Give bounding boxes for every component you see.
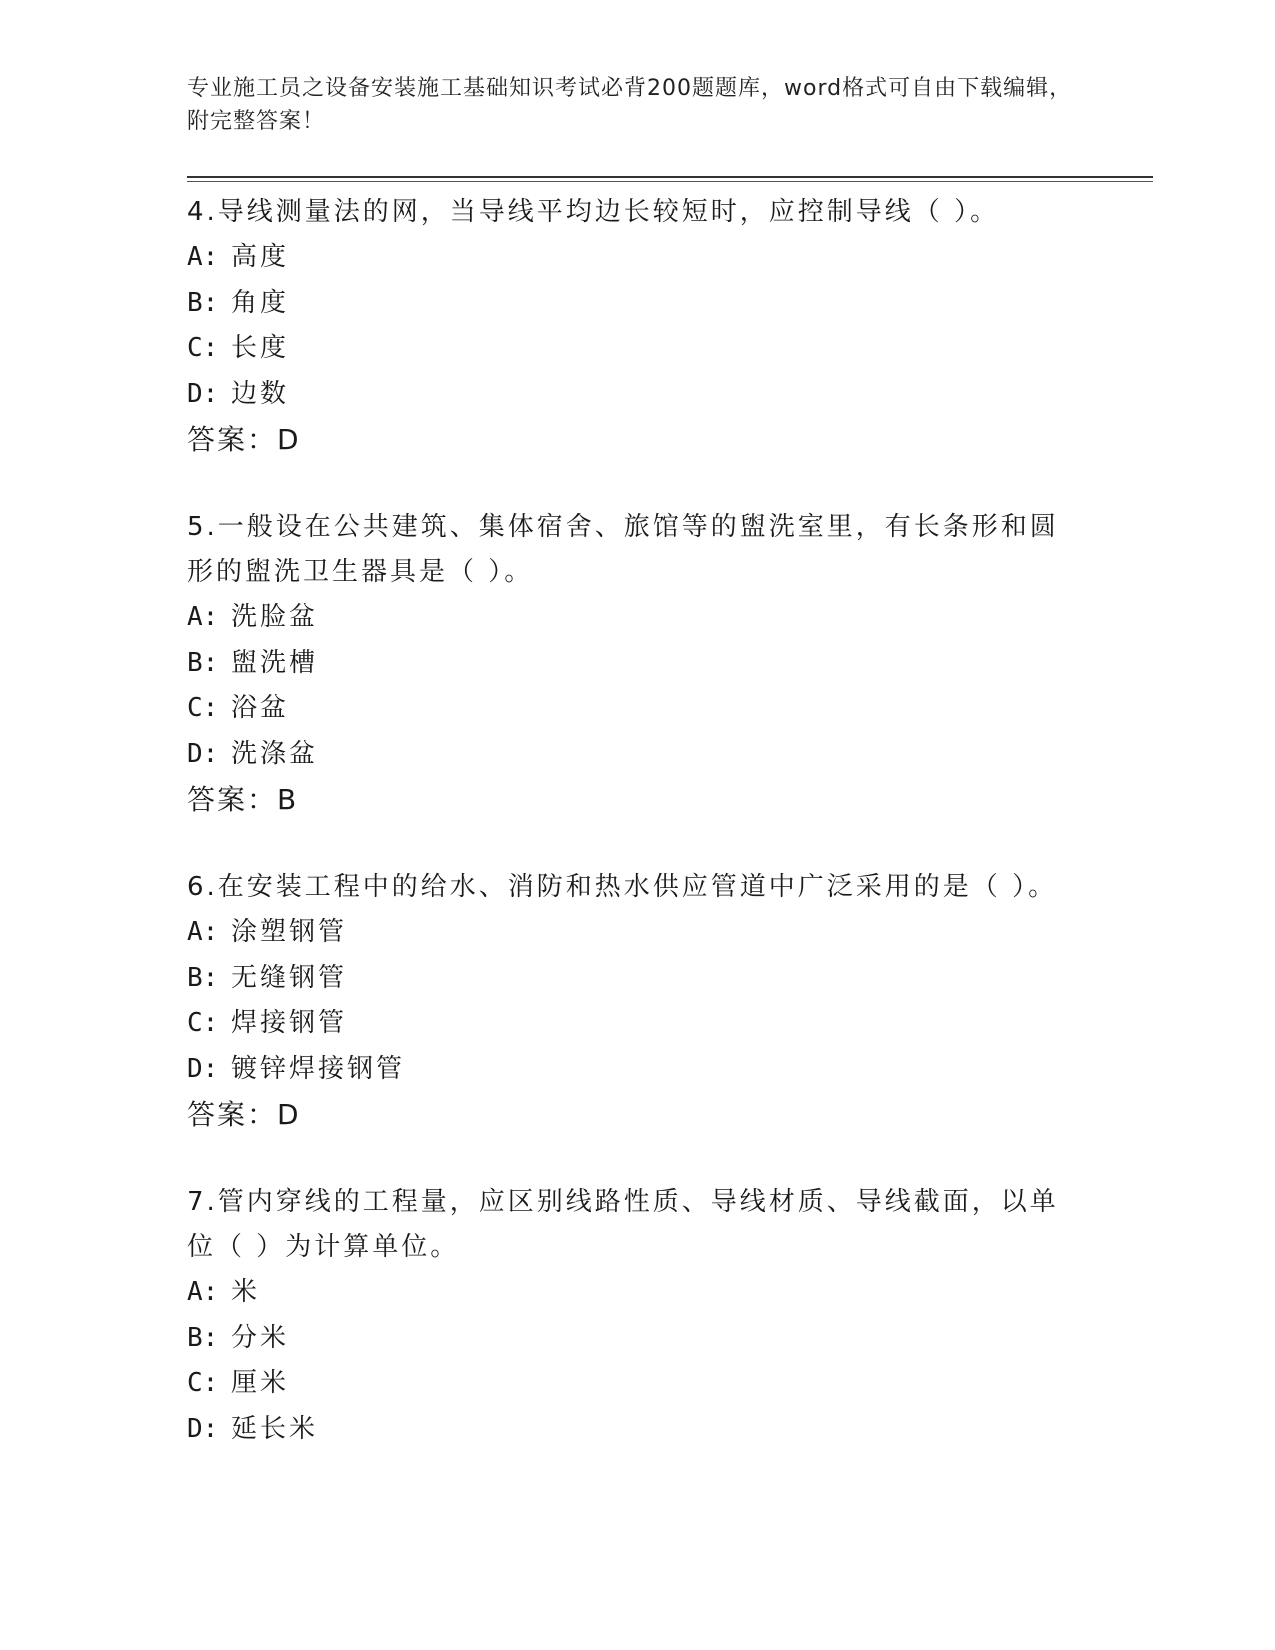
option-c: [187, 326, 1087, 372]
option-letter: C:: [187, 693, 219, 723]
option-a: [187, 1270, 1087, 1316]
question-4: [187, 190, 1087, 463]
option-text: 长度: [231, 333, 290, 363]
header-divider-thick: [187, 176, 1153, 178]
option-b: [187, 641, 1087, 687]
answer-line: 答案：B: [187, 783, 299, 816]
option-d: [187, 732, 1087, 778]
option-a: [187, 595, 1087, 641]
option-letter: B:: [187, 1322, 219, 1353]
option-b: [187, 1316, 1087, 1362]
option-letter: B:: [187, 287, 219, 318]
option-text: 镀锌焊接钢管: [231, 1053, 406, 1084]
option-c: [187, 1001, 1087, 1047]
option-text: 厘米: [231, 1368, 290, 1398]
option-letter: C:: [187, 333, 219, 363]
option-letter: C:: [187, 1368, 219, 1398]
option-c: [187, 686, 1087, 732]
question-stem: 5.一般设在公共建筑、集体宿舍、旅馆等的盥洗室里，有长条形和圆形的盥洗卫生器具是（ ）。: [187, 512, 1059, 587]
question-5: [187, 505, 1087, 823]
option-text: 角度: [231, 287, 290, 318]
option-a: [187, 910, 1087, 956]
option-b: [187, 956, 1087, 1002]
option-letter: B:: [187, 962, 219, 993]
option-c: [187, 1361, 1087, 1407]
header-divider-thin: [187, 181, 1153, 182]
option-text: 涂塑钢管: [231, 917, 348, 947]
option-text: 边数: [231, 378, 290, 409]
option-d: [187, 372, 1087, 418]
option-a: [187, 235, 1087, 281]
option-text: 高度: [231, 242, 290, 272]
option-text: 无缝钢管: [231, 962, 348, 993]
option-b: [187, 281, 1087, 327]
option-letter: A:: [187, 917, 219, 947]
option-letter: D:: [187, 1413, 219, 1444]
answer-line: 答案：D: [187, 1098, 301, 1131]
option-d: [187, 1047, 1087, 1093]
option-text: 米: [231, 1277, 261, 1307]
option-letter: A:: [187, 1277, 219, 1307]
option-letter: D:: [187, 1053, 219, 1084]
option-letter: A:: [187, 242, 219, 272]
option-text: 分米: [231, 1322, 290, 1353]
question-stem: 6.在安装工程中的给水、消防和热水供应管道中广泛采用的是（ ）。: [187, 872, 1058, 902]
option-letter: B:: [187, 647, 219, 678]
document-header-title: 专业施工员之设备安装施工基础知识考试必背200题题库，word格式可自由下载编辑，附完整答案！: [187, 76, 1073, 134]
option-text: 盥洗槽: [231, 647, 319, 678]
answer-line: 答案：D: [187, 423, 301, 456]
option-letter: D:: [187, 738, 219, 769]
option-letter: D:: [187, 378, 219, 409]
option-d: [187, 1407, 1087, 1453]
option-text: 延长米: [231, 1413, 319, 1444]
option-text: 焊接钢管: [231, 1008, 348, 1038]
option-text: 洗涤盆: [231, 738, 319, 769]
option-text: 洗脸盆: [231, 602, 319, 632]
option-text: 浴盆: [231, 693, 290, 723]
question-stem: 7.管内穿线的工程量，应区别线路性质、导线材质、导线截面，以单位（ ）为计算单位。: [187, 1187, 1059, 1262]
question-list: [187, 190, 1087, 1494]
option-letter: C:: [187, 1008, 219, 1038]
question-stem: 4.导线测量法的网，当导线平均边长较短时，应控制导线（ ）。: [187, 197, 1000, 227]
option-letter: A:: [187, 602, 219, 632]
question-7: [187, 1180, 1087, 1452]
question-6: [187, 865, 1087, 1138]
